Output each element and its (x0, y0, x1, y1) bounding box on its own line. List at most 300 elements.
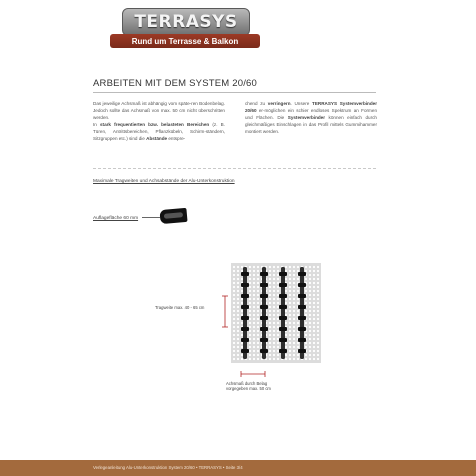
grid-dot (309, 310, 311, 312)
grid-dot (253, 342, 255, 344)
grid-dot (237, 282, 239, 284)
system-connector (241, 338, 249, 342)
tragweite-label: Tragweite max. 40 - 65 cm (155, 305, 205, 310)
grid-dot (305, 342, 307, 344)
grid-dot (241, 302, 243, 304)
grid-dot (257, 354, 259, 356)
grid-dot (269, 346, 271, 348)
system-connector (279, 283, 287, 287)
grid-dot (273, 278, 275, 280)
system-connector (279, 338, 287, 342)
logo-tagline-bar: Rund um Terrasse & Balkon (110, 34, 260, 48)
grid-dot (257, 322, 259, 324)
grid-dot (233, 334, 235, 336)
system-connector (279, 294, 287, 298)
grid-dot (317, 326, 319, 328)
grid-dot (313, 318, 315, 320)
grid-dot (241, 310, 243, 312)
grid-dot (297, 342, 299, 344)
system-connector (260, 316, 268, 320)
grid-dot (305, 310, 307, 312)
grid-dot (277, 358, 279, 360)
grid-dot (289, 338, 291, 340)
grid-dot (305, 270, 307, 272)
achsmass-label: Achsmaß durch Belag vorgegeben max. 50 cm (226, 381, 271, 391)
grid-dot (293, 350, 295, 352)
grid-dot (269, 322, 271, 324)
grid-dot (289, 358, 291, 360)
grid-dot (253, 298, 255, 300)
grid-dot (233, 322, 235, 324)
grid-dot (293, 302, 295, 304)
title-divider (93, 92, 376, 93)
grid-dot (269, 354, 271, 356)
grid-dot (317, 290, 319, 292)
grid-dot (269, 298, 271, 300)
grid-dot (237, 290, 239, 292)
grid-dot (233, 326, 235, 328)
grid-dot (285, 354, 287, 356)
grid-dot (293, 338, 295, 340)
footer-text: Verlegeanleitung Alu-Unterkonstruktion System 20/60 • TERRASYS • Seite 3/4 (93, 465, 243, 470)
grid-dot (309, 282, 311, 284)
system-connector (298, 316, 306, 320)
grid-dot (273, 266, 275, 268)
grid-dot (257, 298, 259, 300)
grid-dot (317, 298, 319, 300)
grid-dot (277, 302, 279, 304)
grid-dot (233, 298, 235, 300)
grid-dot (293, 298, 295, 300)
grid-dot (277, 298, 279, 300)
grid-dot (253, 322, 255, 324)
grid-dot (305, 302, 307, 304)
grid-dot (237, 322, 239, 324)
grid-dot (237, 286, 239, 288)
grid-dot (313, 342, 315, 344)
grid-dot (289, 322, 291, 324)
grid-dot (257, 350, 259, 352)
grid-dot (257, 314, 259, 316)
system-connector (298, 272, 306, 276)
grid-dot (237, 318, 239, 320)
section-heading: Maximale Tragweiten und Achsabstände der Alu-Unterkonstruktion (93, 179, 235, 184)
grid-dot (297, 310, 299, 312)
grid-dot (309, 270, 311, 272)
grid-dot (273, 318, 275, 320)
system-connector (279, 349, 287, 353)
system-connector (298, 294, 306, 298)
grid-dot (257, 306, 259, 308)
grid-dot (309, 330, 311, 332)
grid-dot (285, 298, 287, 300)
system-connector (260, 272, 268, 276)
substructure-grid-diagram (231, 263, 321, 363)
grid-dot (249, 302, 251, 304)
grid-dot (249, 334, 251, 336)
grid-dot (273, 342, 275, 344)
grid-dot (289, 342, 291, 344)
system-connector (241, 349, 249, 353)
grid-dot (313, 278, 315, 280)
grid-dot (249, 270, 251, 272)
grid-dot (269, 342, 271, 344)
grid-dot (305, 322, 307, 324)
grid-dot (233, 350, 235, 352)
grid-dot (269, 278, 271, 280)
grid-dot (269, 274, 271, 276)
grid-dot (293, 342, 295, 344)
grid-dot (277, 286, 279, 288)
grid-dot (269, 310, 271, 312)
system-connector (241, 283, 249, 287)
grid-dot (309, 354, 311, 356)
grid-dot (269, 334, 271, 336)
grid-dot (277, 350, 279, 352)
grid-dot (317, 282, 319, 284)
grid-dot (241, 342, 243, 344)
alu-rail (300, 267, 304, 359)
grid-dot (305, 290, 307, 292)
system-connector (260, 283, 268, 287)
grid-dot (273, 346, 275, 348)
grid-dot (249, 314, 251, 316)
grid-dot (313, 330, 315, 332)
grid-dot (233, 330, 235, 332)
alu-rail (281, 267, 285, 359)
grid-dot (241, 278, 243, 280)
grid-dot (285, 322, 287, 324)
grid-dot (237, 298, 239, 300)
grid-dot (305, 354, 307, 356)
grid-dot (249, 350, 251, 352)
logo-wordmark: TERRASYS (122, 8, 250, 36)
grid-dot (257, 346, 259, 348)
grid-dot (293, 326, 295, 328)
grid-dot (313, 346, 315, 348)
grid-dot (253, 350, 255, 352)
grid-dot (249, 266, 251, 268)
grid-dot (317, 354, 319, 356)
grid-dot (249, 338, 251, 340)
grid-dot (249, 346, 251, 348)
grid-dot (249, 278, 251, 280)
grid-dot (309, 298, 311, 300)
profile-leader-line (142, 217, 160, 218)
grid-dot (309, 322, 311, 324)
grid-dot (313, 338, 315, 340)
grid-dot (257, 334, 259, 336)
grid-dot (277, 282, 279, 284)
grid-dot (233, 270, 235, 272)
grid-dot (297, 354, 299, 356)
grid-dot (257, 274, 259, 276)
grid-dot (289, 282, 291, 284)
grid-dot (285, 302, 287, 304)
grid-dot (309, 306, 311, 308)
alu-rail (243, 267, 247, 359)
system-connector (241, 316, 249, 320)
grid-dot (285, 310, 287, 312)
grid-dot (273, 330, 275, 332)
grid-dot (313, 270, 315, 272)
grid-dot (309, 286, 311, 288)
grid-dot (273, 354, 275, 356)
text-column-left: Das jeweilige Achsmaß ist abhängig vom späte-ren Bodenbelag. Jedoch sollte das Achsmaß von max. 50 cm nicht überschritten werden. In stark frequentierten bzw. belasteten Bereichen (z. B. Türen, Antrittsbereichen, Pflanzkübeln, Schirm-ständern, Sitzgruppen etc.) sind die Abstände entspre- (93, 101, 225, 141)
grid-dot (257, 330, 259, 332)
grid-dot (253, 306, 255, 308)
grid-dot (233, 338, 235, 340)
grid-dot (317, 306, 319, 308)
grid-dot (249, 326, 251, 328)
grid-dot (269, 286, 271, 288)
grid-dot (293, 318, 295, 320)
grid-dot (293, 346, 295, 348)
grid-dot (253, 326, 255, 328)
grid-dot (241, 334, 243, 336)
grid-dot (277, 330, 279, 332)
grid-dot (317, 274, 319, 276)
grid-dot (253, 318, 255, 320)
system-connector (298, 349, 306, 353)
grid-dot (237, 306, 239, 308)
grid-dot (293, 290, 295, 292)
grid-dot (241, 354, 243, 356)
grid-dot (237, 326, 239, 328)
grid-dot (269, 318, 271, 320)
terrasys-logo (110, 8, 260, 52)
grid-dot (313, 298, 315, 300)
grid-dot (309, 266, 311, 268)
grid-dot (309, 290, 311, 292)
grid-dot (233, 282, 235, 284)
grid-dot (269, 266, 271, 268)
page-footer (0, 460, 476, 476)
grid-dot (293, 286, 295, 288)
grid-dot (273, 298, 275, 300)
grid-dot (273, 314, 275, 316)
grid-dot (317, 310, 319, 312)
system-connector (279, 305, 287, 309)
grid-dot (297, 322, 299, 324)
grid-dot (237, 302, 239, 304)
grid-dot (297, 298, 299, 300)
grid-dot (309, 346, 311, 348)
grid-dot (269, 270, 271, 272)
grid-dot (297, 278, 299, 280)
grid-dot (237, 330, 239, 332)
grid-dot (289, 310, 291, 312)
grid-dot (293, 358, 295, 360)
system-connector (241, 294, 249, 298)
grid-dot (249, 310, 251, 312)
grid-dot (253, 354, 255, 356)
grid-dot (313, 314, 315, 316)
grid-dot (253, 286, 255, 288)
grid-dot (237, 314, 239, 316)
grid-dot (317, 322, 319, 324)
grid-dot (277, 354, 279, 356)
grid-dot (253, 270, 255, 272)
grid-dot (313, 326, 315, 328)
grid-dot (257, 286, 259, 288)
grid-dot (293, 306, 295, 308)
grid-dot (273, 302, 275, 304)
grid-dot (277, 318, 279, 320)
grid-dot (317, 334, 319, 336)
grid-dot (277, 290, 279, 292)
system-connector (298, 305, 306, 309)
grid-dot (257, 302, 259, 304)
grid-dot (293, 322, 295, 324)
grid-dot (257, 326, 259, 328)
grid-dot (277, 334, 279, 336)
grid-dot (233, 306, 235, 308)
grid-dot (237, 358, 239, 360)
grid-dot (305, 346, 307, 348)
grid-dot (237, 266, 239, 268)
grid-dot (249, 306, 251, 308)
grid-dot (241, 322, 243, 324)
grid-dot (313, 282, 315, 284)
grid-dot (313, 286, 315, 288)
grid-dot (233, 290, 235, 292)
text-column-right: chend zu verringern. Unsere TERRASYS Systemverbinder 20/60 er-möglichen ein schier endloses Spektrum an Formen und Flächen. Die Systemverbinder können einfach durch gleichmäßiges Einschlagen in das Profil mittels Gummihammer montiert werden. (245, 101, 378, 134)
grid-dot (317, 342, 319, 344)
grid-dot (269, 338, 271, 340)
grid-dot (273, 338, 275, 340)
grid-dot (293, 314, 295, 316)
grid-dot (273, 334, 275, 336)
grid-dot (237, 294, 239, 296)
grid-dot (241, 270, 243, 272)
grid-dot (297, 334, 299, 336)
grid-dot (253, 290, 255, 292)
grid-dot (309, 326, 311, 328)
grid-dot (285, 358, 287, 360)
grid-dot (249, 330, 251, 332)
grid-dot (273, 322, 275, 324)
grid-dot (317, 330, 319, 332)
grid-dot (297, 270, 299, 272)
grid-dot (289, 290, 291, 292)
grid-dot (237, 338, 239, 340)
grid-dot (233, 302, 235, 304)
grid-dot (257, 294, 259, 296)
grid-dot (273, 310, 275, 312)
grid-dot (313, 354, 315, 356)
grid-dot (269, 330, 271, 332)
grid-dot (257, 282, 259, 284)
grid-dot (317, 270, 319, 272)
grid-dot (277, 322, 279, 324)
grid-dot (273, 282, 275, 284)
grid-dot (297, 358, 299, 360)
grid-dot (293, 354, 295, 356)
grid-dot (249, 298, 251, 300)
grid-dot (313, 306, 315, 308)
system-connector (260, 305, 268, 309)
grid-dot (289, 318, 291, 320)
grid-dot (233, 278, 235, 280)
grid-dot (293, 266, 295, 268)
grid-dot (309, 294, 311, 296)
grid-dot (273, 350, 275, 352)
alu-profile-crosssection-icon (159, 208, 187, 224)
grid-dot (237, 334, 239, 336)
system-connector (241, 305, 249, 309)
grid-dot (257, 270, 259, 272)
grid-dot (285, 342, 287, 344)
grid-dot (285, 266, 287, 268)
grid-dot (253, 266, 255, 268)
grid-dot (305, 314, 307, 316)
grid-dot (309, 274, 311, 276)
grid-dot (241, 358, 243, 360)
grid-dot (289, 330, 291, 332)
grid-dot (257, 342, 259, 344)
grid-dot (233, 354, 235, 356)
grid-dot (289, 334, 291, 336)
system-connector (279, 316, 287, 320)
grid-dot (253, 346, 255, 348)
grid-dot (277, 338, 279, 340)
grid-dot (289, 278, 291, 280)
grid-dot (313, 350, 315, 352)
system-connector (298, 283, 306, 287)
system-connector (241, 327, 249, 331)
grid-dot (249, 286, 251, 288)
grid-dot (313, 334, 315, 336)
grid-dot (289, 274, 291, 276)
grid-dot (253, 338, 255, 340)
grid-dot (313, 358, 315, 360)
grid-dot (253, 310, 255, 312)
grid-dot (313, 310, 315, 312)
grid-dot (309, 302, 311, 304)
grid-dot (241, 266, 243, 268)
grid-dot (317, 266, 319, 268)
grid-dot (273, 274, 275, 276)
grid-dot (317, 358, 319, 360)
grid-dot (277, 342, 279, 344)
grid-dot (249, 318, 251, 320)
grid-dot (309, 314, 311, 316)
grid-dot (305, 278, 307, 280)
grid-dot (293, 282, 295, 284)
grid-dot (289, 350, 291, 352)
alu-rail (262, 267, 266, 359)
grid-dot (289, 294, 291, 296)
grid-dot (273, 358, 275, 360)
grid-dot (293, 294, 295, 296)
grid-dot (273, 290, 275, 292)
grid-dot (249, 274, 251, 276)
grid-dot (285, 334, 287, 336)
grid-dot (241, 314, 243, 316)
grid-dot (253, 330, 255, 332)
grid-dot (313, 274, 315, 276)
profile-label: Auflagefläche 60 mm (93, 216, 139, 221)
grid-dot (257, 290, 259, 292)
grid-dot (317, 314, 319, 316)
grid-dot (273, 286, 275, 288)
grid-dot (293, 278, 295, 280)
section-divider (93, 168, 376, 169)
grid-dot (313, 266, 315, 268)
grid-dot (233, 346, 235, 348)
grid-dot (309, 342, 311, 344)
